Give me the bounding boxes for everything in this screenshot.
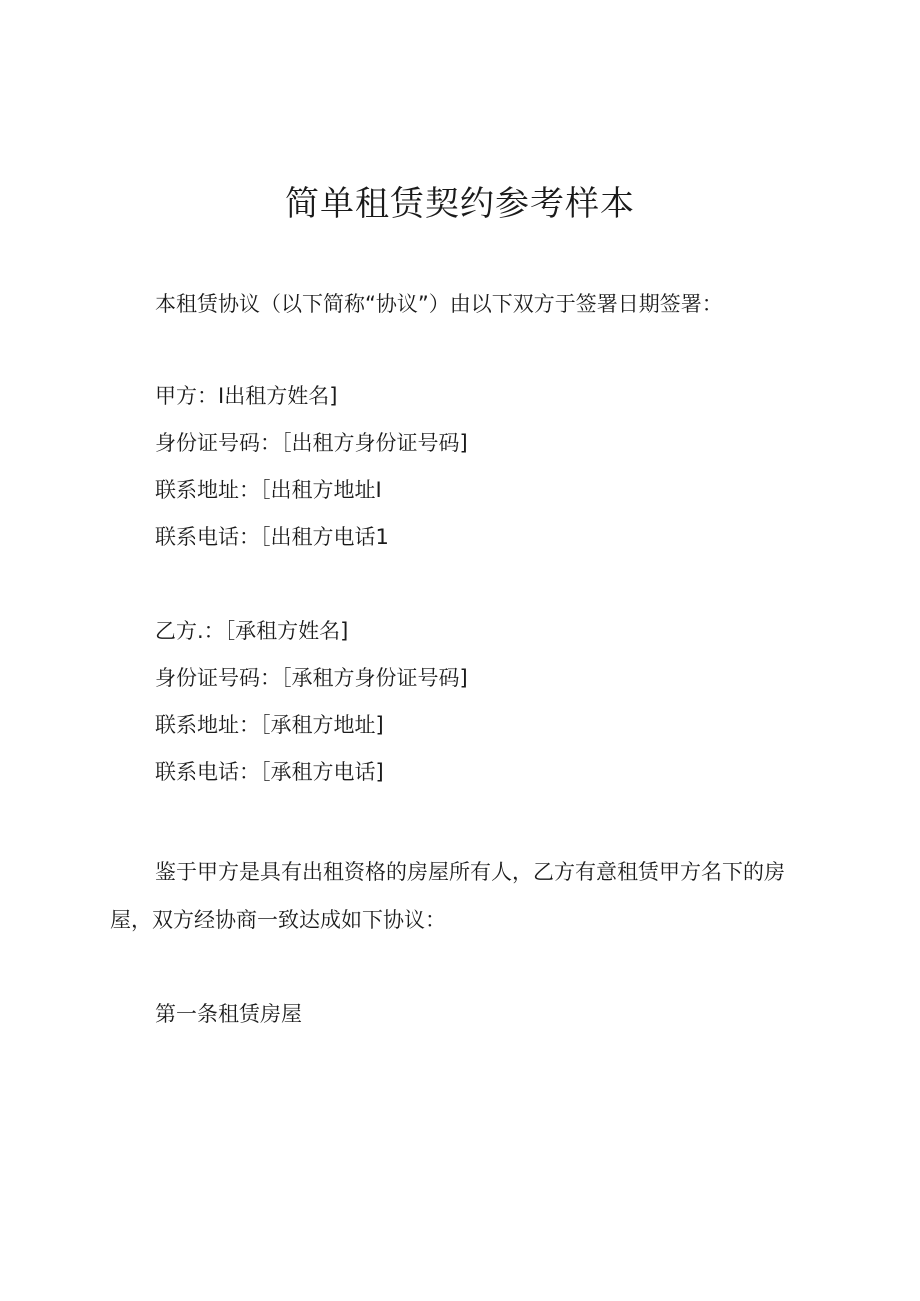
document-title: 简单租赁契约参考样本 (285, 184, 635, 224)
party-a-name: 甲方：I出租方姓名] (155, 384, 338, 408)
party-b-id-number: 身份证号码：［承租方身份证号码] (155, 666, 468, 690)
party-b-name: 乙方.：［承租方姓名] (155, 619, 349, 643)
recital-paragraph: 鉴于甲方是具有出租资格的房屋所有人，乙方有意租赁甲方名下的房屋，双方经协商一致达成如下协议： (110, 860, 785, 932)
party-a-id-number: 身份证号码：［出租方身份证号码] (155, 431, 468, 455)
party-b-phone: 联系电话：［承租方电话] (155, 760, 384, 784)
party-a-phone: 联系电话：［出租方电话1 (155, 525, 389, 549)
intro-paragraph: 本租赁协议（以下简称“协议”）由以下双方于签署日期签署： (155, 292, 723, 316)
party-a-address: 联系地址：［出租方地址I (155, 478, 382, 502)
party-b-address: 联系地址：［承租方地址] (155, 713, 384, 737)
article-1-heading: 第一条租赁房屋 (155, 1002, 302, 1026)
